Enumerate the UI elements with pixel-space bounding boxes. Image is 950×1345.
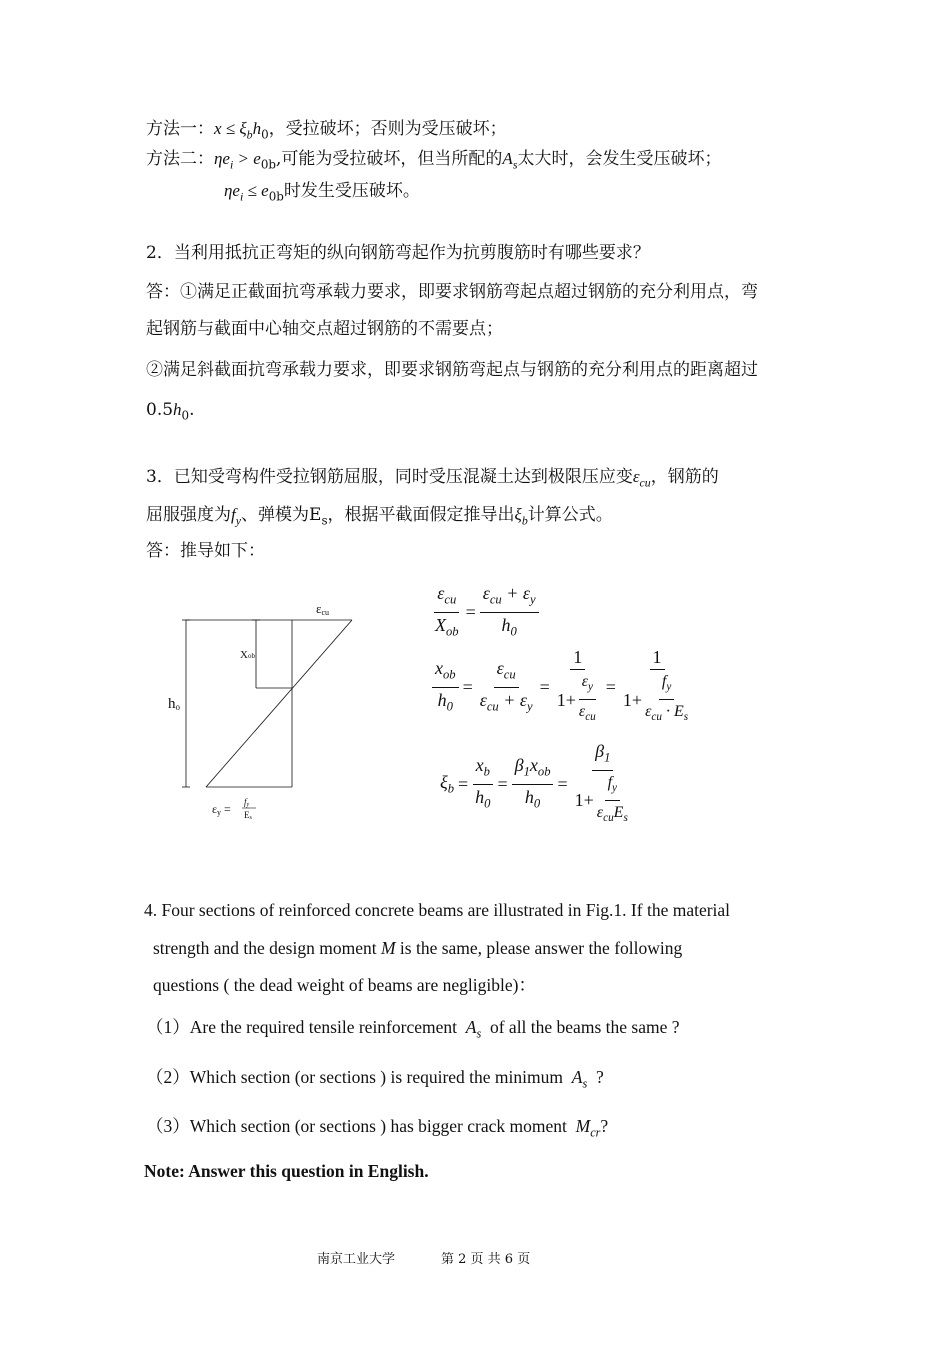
eq2-frac3: 1 1+ $\frac{\varepsilon_y}{\varepsilon_{cu}}$ — [556, 647, 596, 724]
q3-epsilon-sub: cu — [639, 475, 651, 490]
method-two-sub-i: i — [229, 157, 234, 172]
q3-line2-text-a: 屈服强度为 — [146, 505, 231, 525]
method-two-label: 方法二： — [146, 149, 214, 169]
equation-3 — [440, 740, 634, 829]
fig-fy-label: fy — [244, 797, 250, 808]
eq1-equals: = — [465, 601, 476, 622]
q4-sub2: （2）Which section (or sections ) is required the minimum $A_s$ ? — [146, 1067, 604, 1091]
eq2-frac4: 1 1+ $\frac{f_y}{\varepsilon_{cu} \cdot E_s}$ — [622, 647, 689, 724]
strain-diagram — [160, 595, 380, 840]
fig-h0-label: ho — [168, 696, 180, 712]
method-two-As: A — [502, 149, 513, 168]
method-one-text: ，受拉破坏；否则为受压破坏； — [268, 119, 507, 139]
eq3-equals-3: = — [557, 773, 568, 794]
eq2-equals-2: = — [539, 676, 550, 697]
method-two-sub-0b: 0b — [260, 157, 277, 172]
method-two-line — [146, 148, 721, 175]
q2-answer1-line2: 起钢筋与截面中心轴交点超过钢筋的不需要点； — [146, 319, 503, 339]
method-two-le: ≤ e — [243, 181, 269, 200]
eq3-frac3: $\beta_1$ 1+ $\frac{f_y}{\varepsilon_{cu}E_s}$ — [574, 741, 628, 824]
method-two-text3: 时发生受压破坏。 — [283, 181, 420, 201]
q4-line1: 4. Four sections of reinforced concrete beams are illustrated in Fig.1. If the material — [144, 900, 731, 920]
q3-answer-intro: 答：推导如下： — [146, 541, 265, 561]
q2-answer2-line1: ②满足斜截面抗弯承载力要求，即要求钢筋弯起点与钢筋的充分利用点的距离超过 — [146, 360, 758, 380]
q4-sub1-As: A — [465, 1017, 477, 1037]
q4-line2: strength and the design moment M is the same, please answer the following — [153, 938, 683, 958]
q3-line2-text-c: ，根据平截面假定推导出 — [327, 505, 515, 525]
method-one-sub-0: 0 — [261, 127, 269, 142]
method-two-text1: ,可能为受拉破坏，但当所配的 — [276, 149, 503, 169]
eq3-frac1: $\frac{x_b}{h_0}$ — [472, 754, 493, 814]
q2-answer1-line1: 答：①满足正截面抗弯承载力要求，即要求钢筋弯起点超过钢筋的充分利用点，弯 — [146, 282, 758, 302]
q2-answer2-sub: 0 — [181, 408, 190, 423]
q3-line2-text-b: 、弹模为E — [241, 505, 322, 525]
footer-school: 南京工业大学 — [317, 1252, 396, 1267]
method-two-As-sub: s — [512, 157, 518, 172]
eq2-equals-3: = — [605, 676, 616, 697]
fig-eps-cu-label: εcu — [316, 601, 330, 617]
eq2-equals-1: = — [462, 676, 473, 697]
q3-xi: ξ — [514, 505, 522, 524]
eq3-equals-1: = — [458, 773, 469, 794]
method-two-line2 — [224, 180, 420, 207]
q3-xi-sub: b — [521, 513, 528, 528]
fig-Es-label: Es — [244, 810, 252, 821]
eq1-frac1: $\frac{\varepsilon_{cu}}{X_{ob}}$ — [435, 583, 459, 639]
q4-sub1: （1）Are the required tensile reinforcement $A_s$ of all the beams the same ? — [146, 1017, 680, 1041]
q3-line2-text-d: 计算公式。 — [527, 505, 613, 525]
q3-epsilon: ε — [632, 467, 640, 486]
eq2-frac1: $\frac{x_{ob}}{h_0}$ — [432, 657, 459, 717]
q3-fy-sub: y — [235, 513, 242, 528]
method-one-h: h — [252, 119, 262, 138]
method-two-eta: ηe — [214, 149, 230, 168]
footer-page-number: 第 2 页 共 6 页 — [441, 1252, 531, 1267]
q4-moment-M: M — [380, 938, 396, 958]
eq2-frac2: $\frac{\varepsilon_{cu}}{\varepsilon_{cu} + \varepsilon_y}$ — [479, 658, 533, 714]
q4-line3: questions ( the dead weight of beams are negligible)： — [153, 975, 536, 995]
q3-Es-sub: s — [321, 513, 328, 528]
equation-1 — [432, 582, 539, 642]
q3-line1-end: ，钢筋的 — [650, 467, 719, 487]
q2-title: 2．当利用抵抗正弯矩的纵向钢筋弯起作为抗剪腹筋时有哪些要求？ — [146, 243, 650, 263]
eq1-frac2: $\frac{\varepsilon_{cu} + \varepsilon_y}{h_0}$ — [480, 582, 539, 642]
method-two-sub-i2: i — [239, 189, 244, 204]
eq3-frac2: $\frac{\beta_1x_{ob}}{h_0}$ — [512, 754, 554, 814]
q3-line2 — [146, 504, 613, 531]
q4-sub2-As: A — [571, 1067, 583, 1087]
method-one-condition: x ≤ ξ — [214, 119, 247, 138]
note-line: Note: Answer this question in English. — [144, 1161, 429, 1181]
equation-2 — [432, 646, 694, 728]
q4-sub3-Mcr: M — [575, 1116, 591, 1136]
method-two-text2: 太大时，会发生受压破坏； — [517, 149, 722, 169]
eq3-xi: $\xi_b$ — [440, 772, 455, 796]
eq3-equals-2: = — [497, 773, 508, 794]
q4-sub3: （3）Which section (or sections ) has bigger crack moment $M_{cr}$? — [146, 1116, 609, 1140]
method-two-gt: > e — [233, 149, 261, 168]
q3-fy: f — [231, 505, 236, 524]
method-two-eta2: ηe — [224, 181, 240, 200]
q3-line1 — [146, 466, 719, 493]
q2-answer2-h: h — [173, 400, 182, 419]
strain-diagonal — [206, 620, 352, 787]
q2-answer2-num: 0.5 — [146, 400, 174, 420]
fig-eps-y-label: εy = — [212, 802, 231, 817]
method-one-sub-b: b — [246, 127, 253, 142]
q2-answer2-end: . — [189, 400, 195, 420]
q3-line1-text: 3．已知受弯构件受拉钢筋屈服，同时受压混凝土达到极限压应变 — [146, 467, 633, 487]
fig-xob-label: Xob — [240, 649, 255, 661]
method-two-sub-0b2: 0b — [268, 189, 284, 204]
method-one-label: 方法一： — [146, 119, 214, 139]
q2-answer2-line2 — [146, 399, 195, 426]
method-one-line — [146, 118, 507, 145]
